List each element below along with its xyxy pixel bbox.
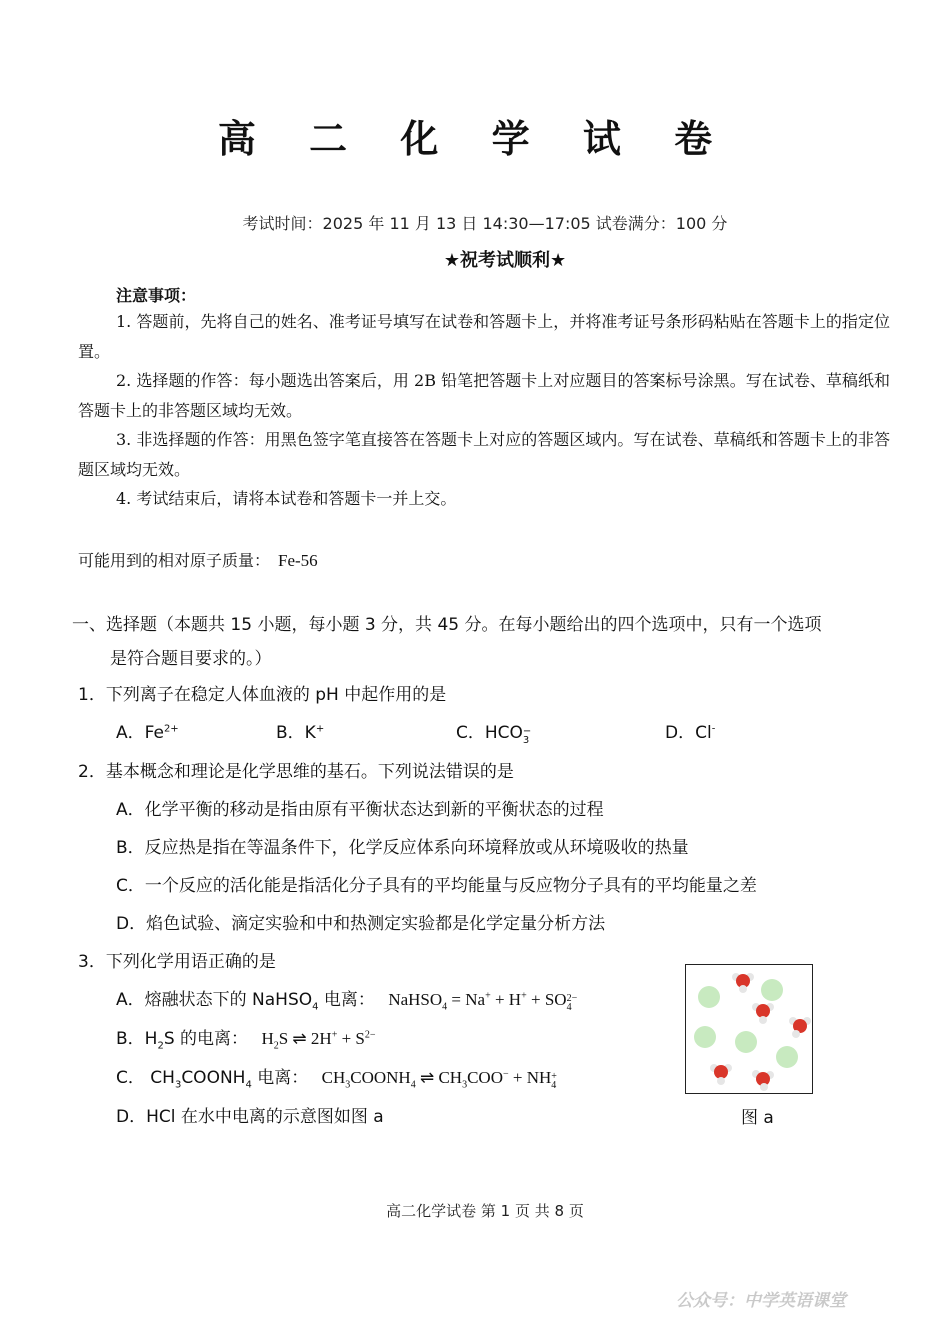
- figure-a-molecules: [686, 965, 811, 1092]
- eq-c-part3: ⇌ CH: [415, 1068, 463, 1087]
- option-c-label: C． CH: [116, 1068, 175, 1088]
- eq-a-part3: + H: [490, 990, 522, 1009]
- option-b-charge: +: [315, 723, 325, 735]
- option-c-charge: −: [522, 726, 532, 737]
- eq-c-part1: CH: [321, 1068, 346, 1087]
- eq-a-sub4: 4: [566, 1002, 572, 1013]
- option-a-text: A．Fe: [116, 723, 164, 743]
- page-footer: 高二化学试卷 第 1 页 共 8 页: [386, 1202, 584, 1220]
- question-3-stem: 3．下列化学用语正确的是: [78, 952, 276, 972]
- notice-item-2: 2. 选择题的作答：每小题选出答案后，用 2B 铅笔把答题卡上对应题目的答案标号涂黑。写在试卷、草稿纸和答题卡上的非答题区域均无效。: [78, 371, 890, 420]
- eq-c-part4: COO: [467, 1068, 503, 1087]
- figure-a-box: [685, 964, 813, 1094]
- chloride-ion-5: [776, 1046, 798, 1068]
- question-3-option-c: [116, 1063, 557, 1090]
- option-a-charge: 2+: [163, 723, 179, 735]
- notice-item-3: 3. 非选择题的作答：用黑色签字笔直接答在答题卡上对应的答题区域内。写在试卷、草稿纸和答题卡上的非答题区域均无效。: [78, 430, 890, 479]
- option-b-label-tail: S 的电离：: [163, 1029, 249, 1049]
- eq-a-sub1: 4: [442, 1001, 448, 1013]
- eq-c-sup4: −: [503, 1068, 509, 1080]
- eq-a-part2: = Na: [447, 990, 486, 1009]
- atomic-mass-line: [78, 548, 318, 571]
- hydronium-2: [752, 1003, 774, 1024]
- option-d-charge: -: [711, 723, 716, 735]
- question-2-option-c: C．一个反应的活化能是指活化分子具有的平均能量与反应物分子具有的平均能量之差: [116, 876, 757, 896]
- question-1-option-a: [116, 718, 179, 743]
- option-c-text: C．HCO: [456, 723, 523, 743]
- question-2-option-d: D．焰色试验、滴定实验和中和热测定实验都是化学定量分析方法: [116, 914, 606, 934]
- hydronium-4: [710, 1064, 732, 1085]
- hydronium-5: [752, 1070, 774, 1091]
- option-b-label-sub: 2: [157, 1040, 164, 1052]
- watermark: 公众号：中学英语课堂: [676, 1291, 846, 1311]
- question-2-option-b: B．反应热是指在等温条件下，化学反应体系向环境释放或从环境吸收的热量: [116, 838, 689, 858]
- eq-b-sup2: +: [331, 1029, 338, 1041]
- eq-a-sup3: +: [521, 990, 527, 1002]
- figure-a-caption: 图 a: [741, 1108, 774, 1128]
- blessing-line: ★祝考试顺利★: [443, 250, 567, 271]
- eq-b-part3: + S: [337, 1029, 365, 1048]
- eq-a-sup2: +: [485, 990, 491, 1002]
- option-d-text: D．Cl: [665, 723, 712, 743]
- option-b-equation: [261, 1029, 376, 1052]
- question-1-option-d: [665, 718, 715, 743]
- eq-b-part2: S ⇌ 2H: [278, 1029, 332, 1048]
- eq-a-part4: + SO: [526, 990, 567, 1009]
- chloride-ion-1: [698, 986, 720, 1008]
- eq-b-sup3: 2−: [364, 1029, 376, 1041]
- notice-item-1: 1. 答题前，先将自己的姓名、准考证号填写在试卷和答题卡上，并将准考证号条形码粘贴在答题卡上的指定位置。: [78, 312, 890, 361]
- question-1-option-c: [456, 718, 531, 745]
- option-b-label: B．H: [116, 1029, 158, 1049]
- question-1-stem: 1．下列离子在稳定人体血液的 pH 中起作用的是: [78, 685, 447, 705]
- eq-a-part1: NaHSO: [388, 990, 443, 1009]
- question-3-option-d: D．HCl 在水中电离的示意图如图 a: [116, 1107, 384, 1127]
- eq-c-sub5: 4: [551, 1080, 557, 1091]
- question-2-option-a: A．化学平衡的移动是指由原有平衡状态达到新的平衡状态的过程: [116, 800, 604, 820]
- exam-meta: 考试时间：2025 年 11 月 13 日 14:30—17:05 试卷满分：100 分: [242, 214, 728, 233]
- eq-b-sub1: 2: [273, 1040, 279, 1052]
- hydronium-3: [789, 1017, 811, 1038]
- option-c-equation: [321, 1068, 557, 1091]
- eq-c-sub2: 4: [410, 1079, 416, 1091]
- eq-c-sup5: +: [551, 1071, 557, 1082]
- eq-b-part1: H: [261, 1029, 274, 1048]
- question-3-option-a: [116, 985, 577, 1012]
- chloride-ion-2: [761, 979, 783, 1001]
- page-title: 高 二 化 学 试 卷: [217, 117, 733, 161]
- notice-item-4: 4. 考试结束后，请将本试卷和答题卡一并上交。: [116, 489, 457, 508]
- atomic-mass-label: 可能用到的相对原子质量：: [78, 551, 271, 570]
- option-c-subscript: 3: [522, 735, 530, 746]
- hydronium-1: [732, 973, 754, 993]
- eq-c-sub1: 3: [345, 1079, 351, 1091]
- option-c-label-sub2: 4: [245, 1079, 252, 1091]
- eq-c-subsup5: [551, 1072, 557, 1090]
- option-c-label-mid: COONH: [181, 1068, 246, 1088]
- option-b-text: B．K: [276, 723, 316, 743]
- option-c-label-sub1: 3: [174, 1079, 182, 1091]
- option-c-subsup: [523, 727, 531, 745]
- chloride-ion-3: [694, 1026, 716, 1048]
- question-3-option-b: [116, 1024, 376, 1051]
- notice-heading: 注意事项：: [116, 286, 197, 305]
- section-line-2: 是符合题目要求的。）: [110, 649, 272, 669]
- option-a-label: A．熔融状态下的 NaHSO: [116, 990, 313, 1010]
- chloride-ion-4: [735, 1031, 757, 1053]
- option-a-equation: [388, 990, 578, 1013]
- eq-c-part5: + NH: [508, 1068, 552, 1087]
- section-line-1: 一、选择题（本题共 15 小题，每小题 3 分，共 45 分。在每小题给出的四个选项中，只有一个选项: [72, 615, 822, 635]
- eq-a-sup4: 2−: [566, 993, 578, 1004]
- atomic-mass-value: Fe-56: [278, 551, 318, 570]
- eq-a-subsup4: [567, 994, 578, 1012]
- eq-c-sub3: 3: [462, 1079, 468, 1091]
- option-a-label-tail: 电离：: [318, 990, 375, 1010]
- question-2-stem: 2．基本概念和理论是化学思维的基石。下列说法错误的是: [78, 762, 514, 782]
- option-c-label-tail: 电离：: [251, 1068, 309, 1088]
- eq-c-part2: COONH: [350, 1068, 411, 1087]
- option-a-label-sub: 4: [312, 1001, 319, 1013]
- question-1-option-b: [276, 718, 324, 743]
- section-heading: [72, 608, 892, 676]
